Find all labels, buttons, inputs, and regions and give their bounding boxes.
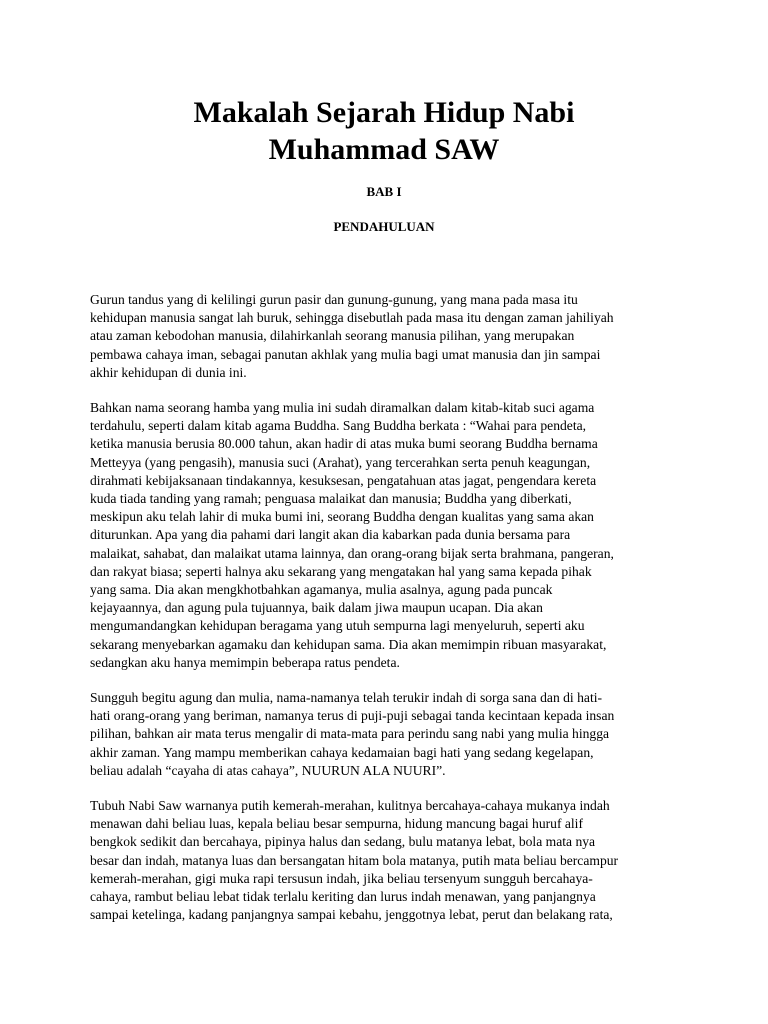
text-line: sedangkan aku hanya memimpin beberapa ratus pendeta. [90,654,400,670]
text-line: Gurun tandus yang di kelilingi gurun pasir dan gunung-gunung, yang mana pada masa itu [90,292,578,307]
paragraph [90,689,680,780]
document-title [0,94,768,168]
text-line: pembawa cahaya iman, sebagai panutan akhlak yang mulia bagi umat manusia dan jin sampai [90,346,601,362]
text-line: dan rakyat biasa; seperti halnya aku sekarang yang mengatakan hal yang sama kepada pihak [90,563,592,579]
text-line: sekarang menyebarkan agamaku dan kehidupan sama. Dia akan memimpin ribuan masyarakat, [90,636,607,652]
text-line: dirahmati kebijaksanaan tindakannya, kesuksesan, pengatahuan atas jagat, pengendara kereta [90,472,597,488]
text-line: kemerah-merahan, gigi muka rapi tersusun indah, jika beliau tersenyum sungguh bercahaya- [90,870,593,886]
text-line: terdahulu, seperti dalam kitab agama Buddha. Sang Buddha berkata : “Wahai para pendeta, [90,418,587,434]
text-line: diturunkan. Apa yang dia pahami dari langit akan dia kabarkan pada dunia bersama para [90,527,571,543]
text-line: bengkok sedikit dan bercahaya, pipinya halus dan sedang, bulu matanya lebat, bola mata nya [90,834,596,850]
text-line: Bahkan nama seorang hamba yang mulia ini sudah diramalkan dalam kitab-kitab suci agama [90,400,595,416]
text-line: Tubuh Nabi Saw warnanya putih kemerah-merahan, kulitnya bercahaya-cahaya mukanya indah [90,798,610,814]
text-line: pilihan, bahkan air mata terus mengalir di mata-mata para perindu sang nabi yang mulia hingga [90,726,610,742]
document-body [90,291,680,942]
title-line: Muhammad SAW [268,133,500,166]
text-line: meskipun aku telah lahir di muka bumi ini, seorang Buddha dengan kualitas yang sama akan [90,509,594,525]
text-line: yang sama. Dia akan mengkhotbahkan agamanya, mulia asalnya, agung pada puncak [90,582,553,598]
text-line: cahaya, rambut beliau lebat tidak terlalu keriting dan lurus indah menawan, yang panjangnya [90,889,596,905]
section-heading: PENDAHULUAN [333,219,435,234]
chapter-label: BAB I [366,184,402,199]
text-line: kuda tiada tanding yang ramah; penguasa malaikat dan manusia; Buddha yang diberkati, [90,491,572,507]
text-line: Metteyya (yang pengasih), manusia suci (Arahat), yang tercerahkan serta penuh keagungan, [90,454,591,470]
text-line: Sungguh begitu agung dan mulia, nama-namanya telah terukir indah di sorga sana dan di hati- [90,690,603,706]
text-line: menawan dahi beliau luas, kepala beliau besar sempurna, hidung mancung bagai huruf alif [90,816,583,832]
title-line: Makalah Sejarah Hidup Nabi [193,96,575,129]
text-line: beliau adalah “cayaha di atas cahaya”, NUURUN ALA NUURI”. [90,762,446,778]
text-line: kejayaannya, dan agung pula tujuannya, baik dalam jiwa maupun ucapan. Dia akan [90,600,543,616]
paragraph [90,797,680,924]
text-line: kehidupan manusia sangat lah buruk, sehingga disebutlah pada masa itu dengan zaman jahiliyah [90,310,614,326]
text-line: mengumandangkan kehidupan beragama yang utuh sempurna lagi menyeluruh, seperti aku [90,618,585,634]
text-line: akhir kehidupan di dunia ini. [90,364,247,380]
text-line: sampai ketelinga, kadang panjangnya sampai kebahu, jenggotnya lebat, perut dan belakang rata, [90,907,613,923]
paragraph [90,399,680,672]
text-line: ketika manusia berusia 80.000 tahun, akan hadir di atas muka bumi seorang Buddha bernama [90,436,598,452]
paragraph [90,291,680,382]
text-line: akhir zaman. Yang mampu memberikan cahaya kedamaian bagi hati yang sedang kegelapan, [90,744,594,760]
text-line: atau zaman kebodohan manusia, dilahirkanlah seorang manusia pilihan, yang merupakan [90,328,575,344]
text-line: hati orang-orang yang beriman, namanya terus di puji-puji sebagai tanda kecintaan kepada insan [90,708,615,724]
text-line: besar dan indah, matanya luas dan bersangatan hitam bola matanya, putih mata beliau bercampur [90,852,619,868]
text-line: malaikat, sahabat, dan malaikat utama lainnya, dan orang-orang bijak serta brahmana, pangeran, [90,545,614,561]
